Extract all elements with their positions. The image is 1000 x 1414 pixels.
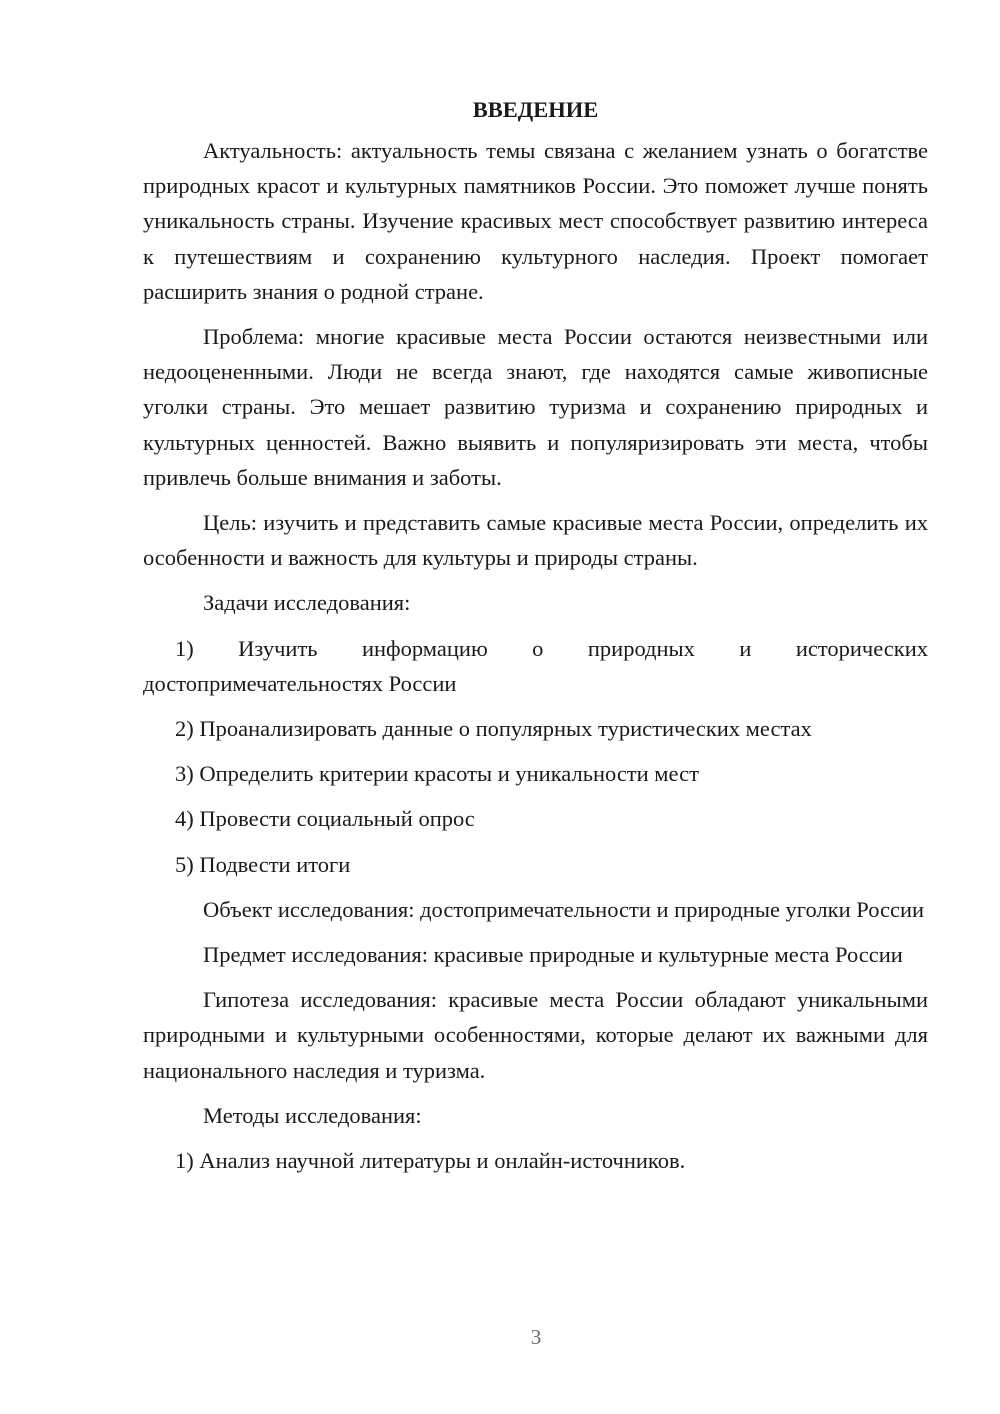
page-title: ВВЕДЕНИЕ [472, 97, 599, 122]
goal-paragraph: Цель: изучить и представить самые красивые места России, определить их особенности и важность для культуры и природы страны. [143, 510, 928, 571]
methods-heading: Методы исследования: [203, 1102, 422, 1128]
hypothesis-paragraph: Гипотеза исследования: красивые места России обладают уникальными природными и культурными особенностями, которые делают их важными для национального наследия и туризма. [143, 987, 928, 1083]
subject-paragraph: Предмет исследования: красивые природные и культурные места России [203, 942, 903, 968]
page-number: 3 [530, 1325, 542, 1349]
problem-paragraph: Проблема: многие красивые места России остаются неизвестными или недооцененными. Люди не всегда знают, где находятся самые живописные уголки страны. Это мешает развитию туризма и сохранению природных и культурных ценностей. Важно выявить и популяризировать эти места, чтобы привлечь больше внимания и заботы. [143, 324, 928, 490]
relevance-paragraph: Актуальность: актуальность темы связана с желанием узнать о богатстве природных красот и культурных памятников России. Это поможет лучше понять уникальность страны. Изучение красивых мест способствует развитию интереса к путешествиям и сохранению культурного наследия. Проект помогает расширить знания о родной стране. [143, 138, 928, 304]
task-item: 2) Проанализировать данные о популярных туристических местах [175, 716, 812, 742]
document-page [143, 92, 928, 1188]
object-paragraph: Объект исследования: достопримечательности и природные уголки России [203, 896, 925, 922]
task-item: 4) Провести социальный опрос [175, 806, 475, 832]
task-item: 1) Изучить информацию о природных и исторических достопримечательностях России [143, 635, 928, 696]
task-item: 3) Определить критерии красоты и уникальности мест [175, 761, 699, 787]
method-item: 1) Анализ научной литературы и онлайн-источников. [175, 1148, 686, 1174]
task-item: 5) Подвести итоги [175, 851, 351, 877]
tasks-heading: Задачи исследования: [203, 590, 411, 616]
